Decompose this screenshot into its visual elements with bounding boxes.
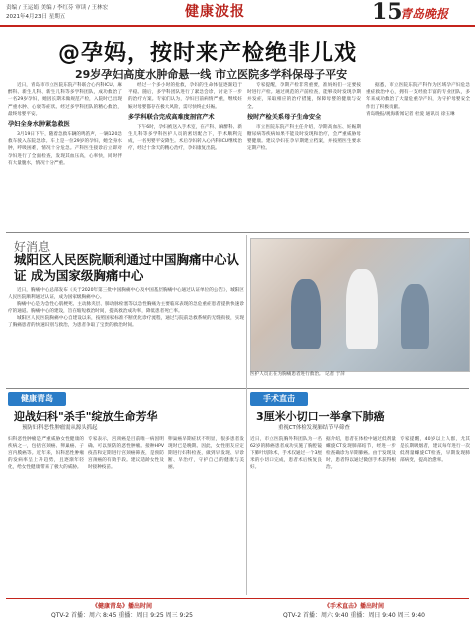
broadcast-time: QTV-2 首播：周六 8:45 重播：周日 9:25 周三 9:25 bbox=[51, 612, 193, 619]
broadcast-time: QTV-2 首播：周六 9:40 重播：周日 9:40 周三 9:40 bbox=[283, 612, 425, 619]
article1-paragraph: 据悉，市立医院东院产科作为区域孕产妇危急重症救治中心，拥有一支经验丰富的专业团队，多年来成功救治了大量危重孕产妇，为守护母婴安全作出了积极贡献。 bbox=[366, 83, 470, 110]
editor-credits: 责编 / 王运娟 美编 / 李红芬 审读 / 王林宏 bbox=[6, 5, 109, 11]
masthead-rule bbox=[0, 25, 475, 27]
article3-column-1: 妇科恶性肿瘤是严重威胁女性健康的疾病之一，包括宫颈癌、卵巢癌、子宫内膜癌等。近年来，妇科恶性肿瘤的发病率呈上升趋势，且逐渐年轻化，给女性健康带来了极大的威胁。 bbox=[8, 437, 84, 470]
article3-column-2: 专家表示，宫颈癌是目前唯一病因明确、可以预防的恶性肿瘤。接种HPV疫苗和定期进行宫颈癌筛查，是预防宫颈癌的有效手段。建议适龄女性及时接种疫苗。 bbox=[88, 437, 164, 470]
article1-section-title: 按时产检关系母子生命安全 bbox=[247, 113, 322, 121]
article1-paragraph: 经过一个多小时的抢救，孕妇的生命体征逐渐趋于平稳。随后，多学科团队进行了紧急会诊，讨论下一步的治疗方案。专家们认为，孕妇目前病情严重，继续妊娠对母婴都存在极大风险，需尽快终止妊娠。 bbox=[128, 83, 242, 110]
issue-date: 2021年4月23日 星期五 bbox=[6, 14, 66, 20]
article1-column-4 bbox=[366, 82, 470, 118]
photo-figure bbox=[291, 279, 321, 349]
article1-paragraph: 近日，青岛市市立医院东院产科联合心内科ICU、麻醉科、新生儿科、新生儿科等多学科团队，成功救治了一名29岁孕妇，她因长期未做规范产检，入院时已出现严重水肿、心衰等症状。经过多学科团队的精心救治，最终母婴平安。 bbox=[8, 83, 122, 117]
footer-left bbox=[6, 601, 238, 619]
article1-section-title: 多学科联合完成高难度剖宫产术 bbox=[128, 113, 215, 121]
article2-paragraph: 胸痛中心是为急性心肌梗死、主动脉夹层、肺动脉栓塞等以急性胸痛为主要临床表现的急危重症患者提供快速诊疗的通道。胸痛中心的建设，旨在缩短救治时间，提高救治成功率，降低患者死亡率。 bbox=[8, 302, 244, 314]
newspaper-logo: 青岛晚报 bbox=[400, 7, 449, 21]
news-photo bbox=[250, 238, 470, 372]
program-name: 《手术直击》播出时间 bbox=[323, 603, 384, 610]
article1-byline: 青岛晚报/观海新闻记者 杜爱 通讯员 徐玉琳 bbox=[366, 111, 455, 117]
article4-column-2: 据介绍，患者在体检中通过低剂量螺旋CT发现肺部结节，经进一步检查确诊为早期肺癌。由于发现及时，患者得以通过微创手术获得根治。 bbox=[326, 437, 396, 470]
health-qingdao-banner: 健康青岛 bbox=[8, 392, 66, 406]
surgery-banner: 手术直击 bbox=[250, 392, 308, 406]
column-title: 健康波报 bbox=[185, 4, 245, 20]
article1-column-3 bbox=[247, 82, 361, 153]
article1-paragraph: 专家提醒，孕期产检非常重要，准妈妈们一定要按时进行产检。通过规范的产前检查，能够及时发现孕期并发症，采取相应的治疗措施，保障母婴的健康与安全。 bbox=[247, 83, 361, 110]
page-number: 15 bbox=[372, 0, 403, 25]
article3-title: 迎战妇科"杀手"绽放生命芳华 bbox=[14, 410, 158, 423]
photo-figure bbox=[401, 284, 429, 349]
main-headline: @孕妈，按时来产检绝非儿戏 bbox=[58, 41, 358, 66]
column-divider bbox=[246, 235, 247, 595]
article4-column-3: 专家提醒，40岁以上人群，尤其是长期吸烟者，建议每年进行一次低剂量螺旋CT检查，早期发现肺部病变，提高治愈率。 bbox=[400, 437, 470, 463]
footer-rule bbox=[6, 598, 469, 599]
section-divider bbox=[6, 232, 469, 233]
program-name: 《健康青岛》播出时间 bbox=[91, 603, 152, 610]
photo-caption: 医护人员正在为胸痛患者进行救治。 记者 于萍 bbox=[250, 372, 345, 377]
article3-subtitle: 预防妇科恶性肿瘤需从源头抓起 bbox=[22, 425, 98, 431]
article1-paragraph: 市立医院东院产科主任介绍，孕期高血压、妊娠期糖尿病等疾病如果不能及时发现和治疗，会严重威胁母婴健康。建议孕妇在孕早期建立档案，并按照医生要求定期产检。 bbox=[247, 124, 361, 152]
article2-title: 城阳区人民医院顺利通过中国胸痛中心认证 成为国家级胸痛中心 bbox=[14, 252, 240, 283]
article2-paragraph: 城阳区人民医院胸痛中心自建设以来，按照国家标准不断优化诊疗流程，通过与院前急救系统的无缝衔接，实现了胸痛患者的快速识别与救治，为患者争取了宝贵的救治时间。 bbox=[8, 316, 244, 328]
article1-paragraph: 3月19日下午，随着急救车辆的鸣笛声，一辆120急救车驶入东院急诊。车上是一位29岁的孕妇，她全身水肿，呼吸困难，情况十分危急。产科医生接诊后立即对孕妇进行了全面检查，发现其血压高，心率快，同时伴有大量腹水，情况十分严重。 bbox=[8, 132, 122, 166]
article4-column-1: 近日，市立医院胸外科团队为一名62岁的肺癌患者成功实施了胸腔镜下肺叶切除术，手术仅通过一个3厘米的小切口完成，患者术后恢复良好。 bbox=[250, 437, 322, 470]
photo-figure bbox=[346, 269, 378, 349]
article1-column-2 bbox=[128, 82, 242, 153]
article1-column-1 bbox=[8, 82, 122, 167]
footer-right bbox=[238, 601, 470, 619]
article1-paragraph: 下午6时，孕妇被送入手术室，在产科、麻醉科、新生儿科等多学科医护人员的密切配合下，手术顺利完成，一名男婴平安降生。术后孕妇转入心内科ICU继续治疗，经过十余天的精心治疗，孕妇康复出院。 bbox=[128, 124, 242, 152]
article4-title: 3厘米小切口一举拿下肺癌 bbox=[256, 410, 385, 423]
section-divider bbox=[6, 388, 469, 389]
article2-body bbox=[8, 287, 244, 329]
article2-kicker: 好消息 bbox=[14, 240, 51, 254]
article4-subtitle: 重视CT体检发现肺结节早筛查 bbox=[278, 425, 350, 431]
article2-paragraph: 近日，胸痛中心总部发布《关于2020年第三批中国胸痛中心及中国基层胸痛中心通过认证单位的公告》，城阳区人民医院顺利通过认证，成为国家级胸痛中心。 bbox=[8, 288, 244, 300]
main-subhead: 29岁孕妇高度水肿命悬一线 市立医院多学科保母子平安 bbox=[75, 68, 348, 81]
article1-section-title: 孕妇全身水肿紧急救医 bbox=[8, 121, 70, 129]
article3-column-3: 卵巢癌早期症状不明显，很多患者发现时已是晚期。因此，女性朋友应定期进行妇科检查，做到早发现、早诊断、早治疗，守护自己的健康与美丽。 bbox=[168, 437, 244, 470]
